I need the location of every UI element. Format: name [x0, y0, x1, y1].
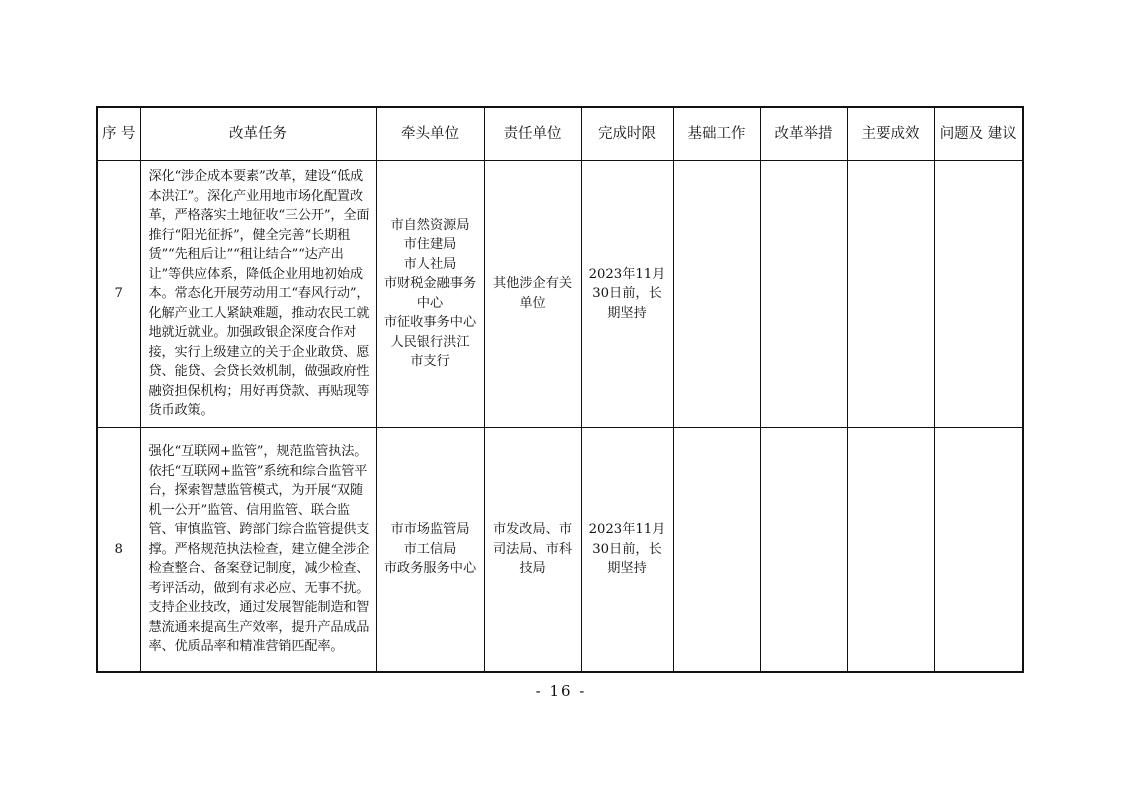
cell-results	[847, 427, 934, 672]
cell-deadline: 2023年11月 30日前，长 期坚持	[581, 427, 673, 672]
header-lead-unit: 牵头单位	[376, 107, 484, 161]
cell-basic-work	[673, 427, 760, 672]
cell-lead-unit: 市自然资源局 市住建局 市人社局 市财税金融事务 中心 市征收事务中心 人民银行洪江 市支行	[376, 161, 484, 428]
table-row	[97, 427, 1023, 672]
cell-issues	[934, 161, 1023, 428]
header-resp-unit: 责任单位	[484, 107, 581, 161]
cell-deadline: 2023年11月 30日前，长 期坚持	[581, 161, 673, 428]
header-basic-work: 基础工作	[673, 107, 760, 161]
cell-lead-unit: 市市场监管局 市工信局 市政务服务中心	[376, 427, 484, 672]
cell-seq: 7	[97, 161, 140, 428]
header-issues: 问题及 建议	[934, 107, 1023, 161]
cell-issues	[934, 427, 1023, 672]
cell-measures	[760, 427, 847, 672]
cell-resp-unit: 市发改局、市 司法局、市科 技局	[484, 427, 581, 672]
cell-task: 深化“涉企成本要素”改革，建设“低成本洪江”。深化产业用地市场化配置改革，严格落实土地征收“三公开”，全面推行“阳光征拆”，健全完善“长期租赁”“先租后让”“租让结合”“达产出让”等供应体系，降低企业用地初始成本。常态化开展劳动用工“春风行动”，化解产业工人紧缺难题，推动农民工就地就近就业。加强政银企深度合作对接，实行上级建立的关于企业敢贷、愿贷、能贷、会贷长效机制，做强政府性融资担保机构；用好再贷款、再贴现等货币政策。	[140, 161, 376, 428]
reform-task-table	[96, 106, 1024, 673]
cell-basic-work	[673, 161, 760, 428]
cell-results	[847, 161, 934, 428]
page-number: - 16 -	[535, 682, 587, 700]
cell-task: 强化“互联网+监管”，规范监管执法。依托“互联网+监管”系统和综合监管平台，探索智慧监管模式，为开展“双随机一公开”监管、信用监管、联合监管、审慎监管、跨部门综合监管提供支撑。严格规范执法检查，建立健全涉企检查整合、备案登记制度，减少检查、考评活动，做到有求必应、无事不扰。支持企业技改，通过发展智能制造和智慧流通来提高生产效率，提升产品成品率、优质品率和精准营销匹配率。	[140, 427, 376, 672]
cell-measures	[760, 161, 847, 428]
header-deadline: 完成时限	[581, 107, 673, 161]
cell-seq: 8	[97, 427, 140, 672]
header-seq: 序 号	[97, 107, 140, 161]
table-header-row	[97, 107, 1023, 161]
table-row	[97, 161, 1023, 428]
header-measures: 改革举措	[760, 107, 847, 161]
header-results: 主要成效	[847, 107, 934, 161]
cell-resp-unit: 其他涉企有关 单位	[484, 161, 581, 428]
header-task: 改革任务	[140, 107, 376, 161]
